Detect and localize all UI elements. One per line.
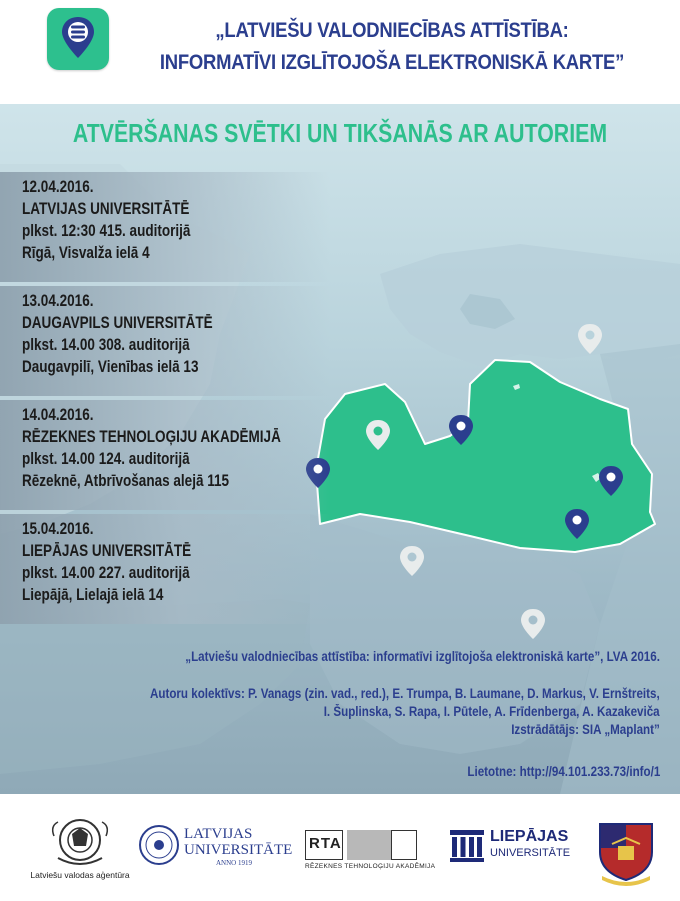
map-pin-stack-icon xyxy=(47,8,109,70)
authors-line-2: I. Šuplinska, S. Rapa, I. Pūtele, A. Frīdenberga, A. Kazakeviča xyxy=(324,704,660,719)
event-date: 14.04.2016. xyxy=(22,406,94,424)
event-time: plkst. 14.00 308. auditorijā xyxy=(22,336,190,354)
lva-caption: Latviešu valodas aģentūra xyxy=(30,870,130,880)
developer: Izstrādātājs: SIA „Maplant” xyxy=(511,722,660,737)
title-line-1: „LATVIEŠU VALODNIECĪBAS ATTĪSTĪBA: xyxy=(215,18,569,42)
header xyxy=(0,0,680,104)
lu-name-1: LATVIJAS xyxy=(184,826,253,842)
event-date: 13.04.2016. xyxy=(22,292,94,310)
lu-logo xyxy=(138,824,293,874)
event-place: RĒZEKNES TEHNOLOĢIJU AKADĒMIJĀ xyxy=(22,428,281,446)
rta-abbr: RTA xyxy=(309,835,342,852)
event-card xyxy=(0,286,330,396)
citation: „Latviešu valodniecības attīstība: informatīvi izglītojoša elektroniskā karte”, LVA 2016. xyxy=(185,649,660,664)
event-time: plkst. 12:30 415. auditorijā xyxy=(22,222,191,240)
subtitle: ATVĒRŠANAS SVĒTKI UN TIKŠANĀS AR AUTORIEM xyxy=(72,118,608,148)
event-address: Rīgā, Visvalža ielā 4 xyxy=(22,244,150,262)
rta-grey-block xyxy=(347,830,391,860)
title-line-2: INFORMATĪVI IZGLĪTOJOŠA ELEKTRONISKĀ KARTE” xyxy=(159,50,625,74)
event-time: plkst. 14.00 227. auditorijā xyxy=(22,564,190,582)
rta-logo xyxy=(305,830,436,875)
rta-white-block xyxy=(391,830,417,860)
footer-logos xyxy=(0,794,680,901)
lva-logo xyxy=(20,816,140,886)
liepaja-name-2: UNIVERSITĀTE xyxy=(490,847,571,859)
event-card xyxy=(0,514,330,624)
map-panel xyxy=(0,104,680,794)
du-crest-icon xyxy=(596,818,656,886)
app-link[interactable]: Lietotne: http://94.101.233.73/info/1 xyxy=(467,764,660,779)
event-date: 15.04.2016. xyxy=(22,520,94,538)
event-address: Daugavpilī, Vienības ielā 13 xyxy=(22,358,199,376)
event-time: plkst. 14.00 124. auditorijā xyxy=(22,450,190,468)
authors-line-1: Autoru kolektīvs: P. Vanags (zin. vad., red.), E. Trumpa, B. Laumane, D. Markus, V. Ernštreits, xyxy=(150,686,660,701)
event-place: DAUGAVPILS UNIVERSITĀTĒ xyxy=(22,314,213,332)
event-date: 12.04.2016. xyxy=(22,178,94,196)
lu-name-2: UNIVERSITĀTE xyxy=(184,842,293,858)
liepaja-name-1: LIEPĀJAS xyxy=(490,828,569,845)
lva-emblem-icon xyxy=(20,816,140,868)
event-card xyxy=(0,172,330,282)
lu-seal-icon xyxy=(138,824,180,866)
estonia-land xyxy=(380,244,680,366)
latvia-map xyxy=(316,360,655,552)
liepaja-columns-icon xyxy=(450,830,484,862)
event-card xyxy=(0,400,330,510)
du-crest-logo xyxy=(596,818,656,886)
event-address: Rēzeknē, Atbrīvošanas alejā 115 xyxy=(22,472,230,490)
liepaja-logo xyxy=(450,828,580,868)
event-address: Liepājā, Lielajā ielā 14 xyxy=(22,586,164,604)
event-place: LATVIJAS UNIVERSITĀTĒ xyxy=(22,200,190,218)
event-place: LIEPĀJAS UNIVERSITĀTĒ xyxy=(22,542,192,560)
lu-anno: ANNO 1919 xyxy=(216,859,252,867)
rta-caption: RĒZEKNES TEHNOLOĢIJU AKADĒMIJA xyxy=(305,863,436,870)
